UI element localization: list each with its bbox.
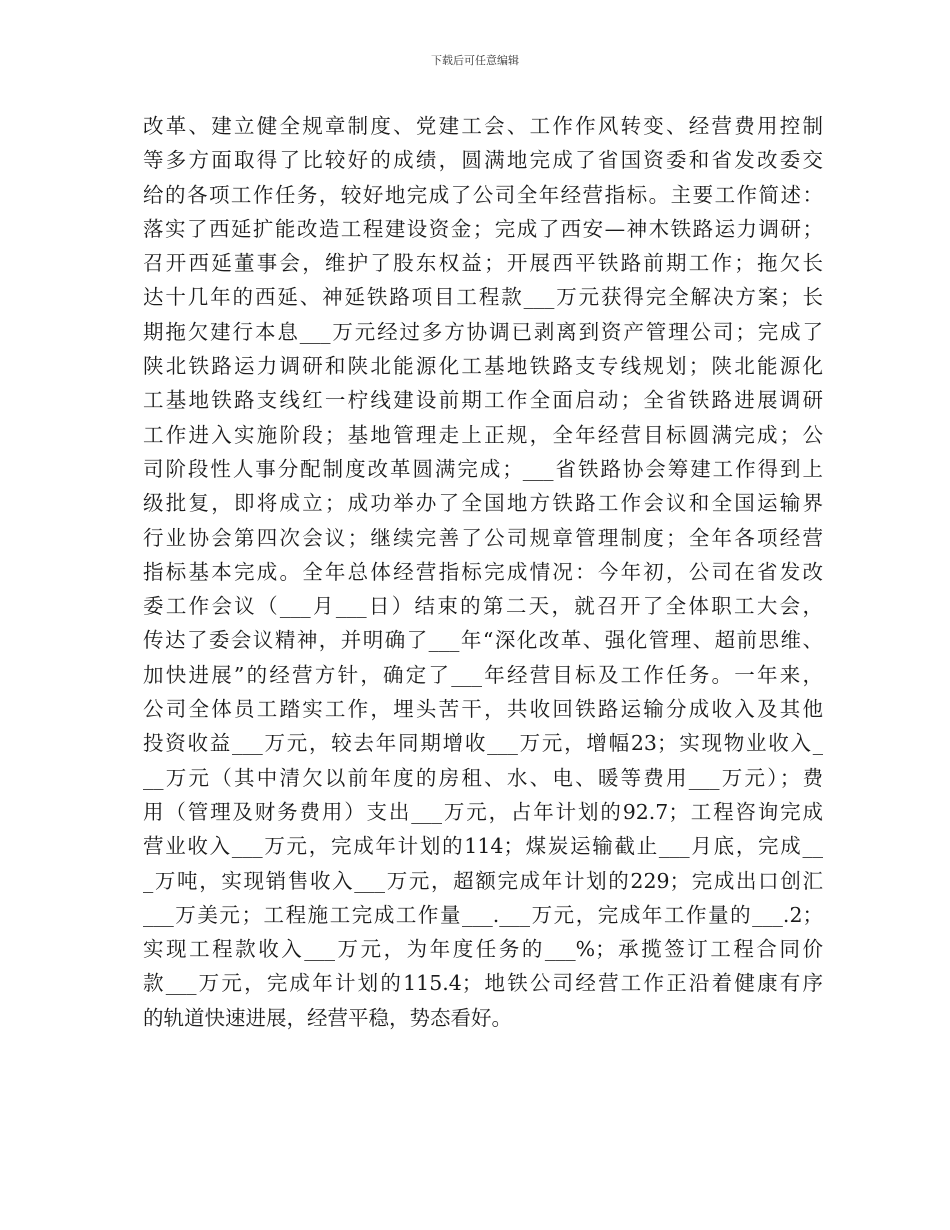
text-line: __万元（其中清欠以前年度的房租、水、电、暖等费用___万元）；费 — [143, 765, 823, 790]
body-paragraph — [143, 109, 823, 1035]
text-line: 加快进展”的经营方针，确定了___年经营目标及工作任务。一年来， — [143, 662, 823, 687]
text-line: 达十几年的西延、神延铁路项目工程款___万元获得完全解决方案；长 — [143, 285, 823, 310]
text-line: 等多方面取得了比较好的成绩，圆满地完成了省国资委和省发改委交 — [143, 148, 823, 173]
text-line: 投资收益___万元，较去年同期增收___万元，增幅23；实现物业收入_ — [143, 731, 823, 756]
text-line: 行业协会第四次会议；继续完善了公司规章管理制度；全年各项经营 — [143, 525, 823, 550]
text-line: _万吨，实现销售收入___万元，超额完成年计划的229；完成出口创汇 — [143, 868, 823, 893]
page-header: 下载后可任意编辑 — [431, 54, 519, 67]
text-line: 指标基本完成。全年总体经营指标完成情况：今年初，公司在省发改 — [143, 559, 823, 584]
text-line: 款___万元，完成年计划的115.4；地铁公司经营工作正沿着健康有序 — [143, 971, 823, 996]
text-line: 营业收入___万元，完成年计划的114；煤炭运输截止___月底，完成__ — [143, 834, 823, 859]
text-line: 陕北铁路运力调研和陕北能源化工基地铁路支专线规划；陕北能源化 — [143, 354, 823, 379]
text-line: ___万美元；工程施工完成工作量___.___万元，完成年工作量的___.2； — [143, 902, 823, 927]
text-line: 召开西延董事会，维护了股东权益；开展西平铁路前期工作；拖欠长 — [143, 251, 823, 276]
text-line: 用（管理及财务费用）支出___万元，占年计划的92.7；工程咨询完成 — [143, 799, 823, 824]
text-line: 委工作会议（___月___日）结束的第二天，就召开了全体职工大会， — [143, 594, 823, 619]
text-line: 工基地铁路支线红一柠线建设前期工作全面启动；全省铁路进展调研 — [143, 388, 823, 413]
text-line: 公司全体员工踏实工作，埋头苦干，共收回铁路运输分成收入及其他 — [143, 697, 823, 722]
text-line: 工作进入实施阶段；基地管理走上正规，全年经营目标圆满完成；公 — [143, 422, 823, 447]
text-line: 期拖欠建行本息___万元经过多方协调已剥离到资产管理公司；完成了 — [143, 319, 823, 344]
text-line: 改革、建立健全规章制度、党建工会、工作作风转变、经营费用控制 — [143, 114, 823, 138]
text-line: 实现工程款收入___万元，为年度任务的___%；承揽签订工程合同价 — [143, 937, 823, 962]
text-line: 司阶段性人事分配制度改革圆满完成；___省铁路协会筹建工作得到上 — [143, 456, 823, 481]
text-line: 的轨道快速进展，经营平稳，势态看好。 — [143, 1005, 512, 1030]
text-line: 级批复，即将成立；成功举办了全国地方铁路工作会议和全国运输界 — [143, 491, 823, 516]
text-line: 传达了委会议精神，并明确了___年“深化改革、强化管理、超前思维、 — [143, 628, 823, 653]
text-line: 给的各项工作任务，较好地完成了公司全年经营指标。主要工作简述： — [143, 182, 823, 207]
text-line: 落实了西延扩能改造工程建设资金；完成了西安—神木铁路运力调研； — [143, 216, 823, 241]
